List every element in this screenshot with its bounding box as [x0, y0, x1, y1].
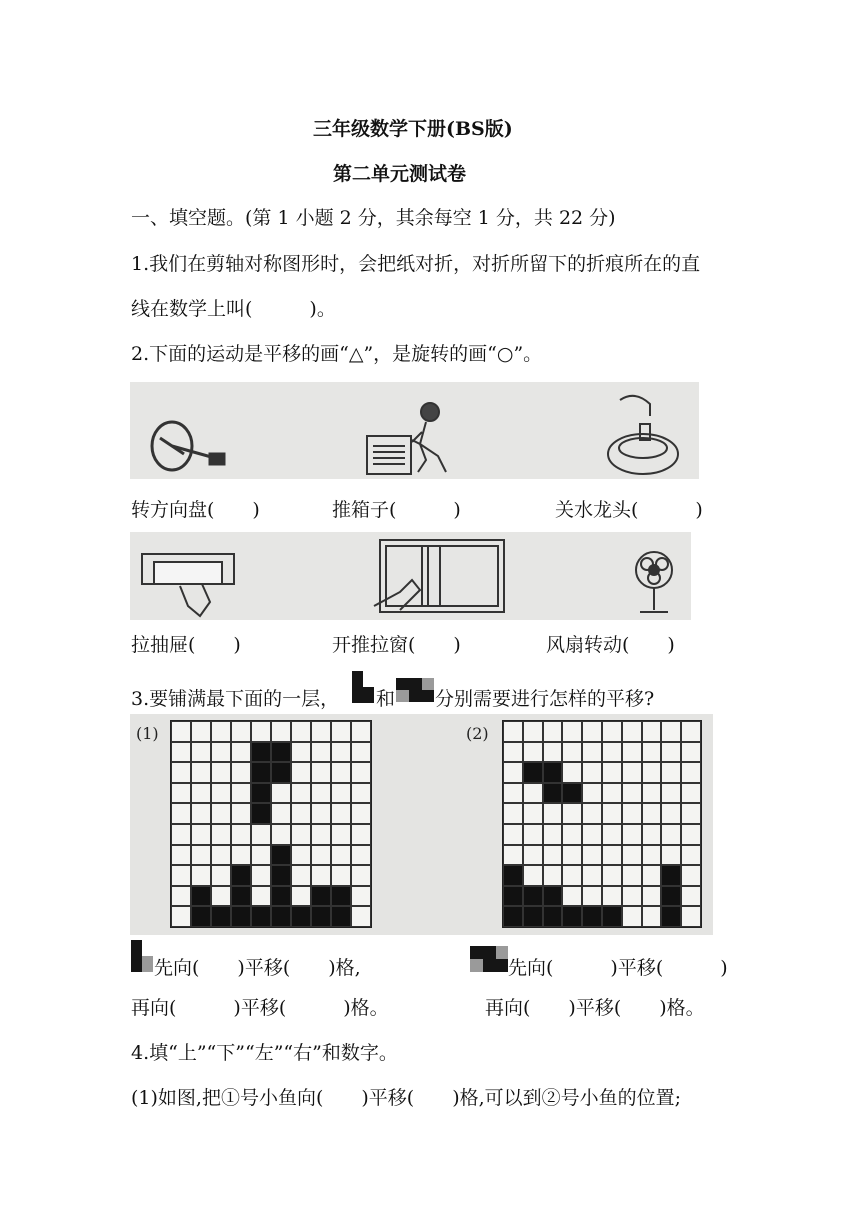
grid-cell — [251, 721, 271, 742]
question-3-and: 和 — [376, 688, 396, 710]
grid-cell — [291, 721, 311, 742]
l-shape-tile-icon — [352, 671, 374, 703]
grid-cell — [311, 803, 331, 824]
grid-cell — [291, 742, 311, 763]
grid-cell — [562, 824, 582, 845]
grid-cell — [171, 762, 191, 783]
grid-cell — [171, 721, 191, 742]
grid-cell — [661, 762, 681, 783]
grid-cell — [642, 906, 662, 927]
grid-cell — [582, 762, 602, 783]
grid-cell — [562, 886, 582, 907]
grid-cell — [191, 845, 211, 866]
question-3-suffix: 分别需要进行怎样的平移? — [435, 688, 655, 710]
grid-cell — [331, 824, 351, 845]
section-heading: 一、填空题。(第 1 小题 2 分，其余每空 1 分，共 22 分) — [131, 207, 616, 229]
sliding-window-image — [374, 540, 504, 612]
grid-cell — [331, 906, 351, 927]
grid-cell — [622, 721, 642, 742]
grid-cell — [271, 865, 291, 886]
grid-cell — [211, 803, 231, 824]
grid-cell — [291, 906, 311, 927]
page-subtitle: 第二单元测试卷 — [333, 163, 467, 185]
grid-cell — [191, 906, 211, 927]
grid-cell — [523, 845, 543, 866]
answer-3-1-line-2: 再向( )平移( )格。 — [131, 997, 389, 1019]
grid-cell — [582, 721, 602, 742]
grid-cell — [251, 824, 271, 845]
question-1-line-1: 1.我们在剪轴对称图形时，会把纸对折，对折所留下的折痕所在的直 — [131, 253, 701, 275]
grid-cell — [251, 803, 271, 824]
grid-cell — [582, 845, 602, 866]
grid-cell — [211, 824, 231, 845]
grid-cell — [622, 742, 642, 763]
grid-cell — [523, 721, 543, 742]
grid-cell — [642, 865, 662, 886]
z-shape-tile-icon-answer — [470, 946, 508, 972]
grid-cell — [661, 721, 681, 742]
grid-cell — [523, 742, 543, 763]
grid-cell — [351, 742, 371, 763]
grid-cell — [642, 845, 662, 866]
grid-cell — [523, 803, 543, 824]
grid-cell — [582, 824, 602, 845]
grid-cell — [251, 742, 271, 763]
grid-cell — [351, 783, 371, 804]
grid-cell — [271, 762, 291, 783]
grid-cell — [681, 886, 701, 907]
grid-cell — [582, 906, 602, 927]
grid-cell — [582, 865, 602, 886]
grid-cell — [231, 845, 251, 866]
grid-cell — [331, 845, 351, 866]
grid-cell — [271, 824, 291, 845]
grid-cell — [642, 886, 662, 907]
grid-photo — [130, 714, 713, 935]
grid-cell — [231, 762, 251, 783]
grid-cell — [211, 886, 231, 907]
grid-cell — [211, 742, 231, 763]
grid-cell — [503, 845, 523, 866]
z-shape-tile-icon — [396, 678, 434, 702]
grid-cell — [642, 742, 662, 763]
grid-cell — [661, 783, 681, 804]
grid-cell — [231, 906, 251, 927]
grid-cell — [642, 783, 662, 804]
l-shape-tile-icon-answer — [131, 940, 153, 972]
grid-cell — [503, 721, 523, 742]
grid-cell — [681, 783, 701, 804]
grid-cell — [543, 742, 563, 763]
grid-cell — [251, 845, 271, 866]
label-turn-faucet: 关水龙头( ) — [555, 499, 703, 521]
faucet-image — [608, 396, 678, 474]
grid-cell — [191, 824, 211, 845]
grid-cell — [351, 906, 371, 927]
grid-cell — [602, 803, 622, 824]
grid-cell — [171, 803, 191, 824]
grid-cell — [351, 865, 371, 886]
grid-cell — [622, 803, 642, 824]
grid-cell — [231, 803, 251, 824]
grid-cell — [661, 803, 681, 824]
grid-cell — [171, 906, 191, 927]
grid-cell — [622, 906, 642, 927]
grid-cell — [622, 886, 642, 907]
grid-cell — [291, 865, 311, 886]
question-1-line-2: 线在数学上叫( )。 — [131, 298, 336, 320]
grid-cell — [331, 721, 351, 742]
grid-cell — [271, 803, 291, 824]
question-2: 2.下面的运动是平移的画“△”，是旋转的画“○”。 — [131, 343, 543, 365]
grid-cell — [211, 783, 231, 804]
grid-cell — [543, 783, 563, 804]
grid-cell — [251, 906, 271, 927]
grid-cell — [191, 865, 211, 886]
grid-cell — [622, 845, 642, 866]
grid-cell — [681, 742, 701, 763]
grid-cell — [602, 762, 622, 783]
answer-3-1-line-1: 先向( )平移( )格, — [154, 957, 361, 979]
grid-cell — [231, 721, 251, 742]
grid-cell — [523, 886, 543, 907]
grid-cell — [562, 906, 582, 927]
grid-cell — [562, 865, 582, 886]
grid-cell — [602, 783, 622, 804]
page-title: 三年级数学下册(BS版) — [313, 118, 513, 140]
grid-cell — [211, 906, 231, 927]
grid-cell — [661, 906, 681, 927]
grid-cell — [642, 803, 662, 824]
grid-cell — [602, 906, 622, 927]
grid-cell — [291, 824, 311, 845]
grid-cell — [523, 906, 543, 927]
grid-cell — [231, 742, 251, 763]
grid-cell — [171, 886, 191, 907]
grid-cell — [661, 742, 681, 763]
motion-illustrations-2 — [130, 532, 691, 620]
grid-cell — [622, 865, 642, 886]
grid-cell — [311, 762, 331, 783]
motion-illustrations-1 — [130, 382, 699, 479]
grid-cell — [503, 762, 523, 783]
grid-cell — [523, 762, 543, 783]
grid-cell — [331, 783, 351, 804]
grid-cell — [171, 824, 191, 845]
grid-cell — [523, 865, 543, 886]
motion-photo-strip-2 — [130, 532, 691, 620]
grid-cell — [331, 803, 351, 824]
grid-cell — [503, 886, 523, 907]
grid-cell — [271, 886, 291, 907]
question-4-part-1: (1)如图,把①号小鱼向( )平移( )格,可以到②号小鱼的位置; — [131, 1087, 682, 1109]
grid-cell — [251, 886, 271, 907]
grid-cell — [191, 762, 211, 783]
grid-cell — [562, 742, 582, 763]
grid-cell — [351, 886, 371, 907]
grid-cell — [681, 762, 701, 783]
grid-cell — [681, 803, 701, 824]
drawer-image — [142, 554, 234, 616]
grid-cell — [211, 762, 231, 783]
grid-cell — [171, 783, 191, 804]
grid-cell — [251, 762, 271, 783]
grid-cell — [543, 865, 563, 886]
grid-cell — [562, 721, 582, 742]
grid-1-label: (1) — [136, 724, 159, 743]
grid-cell — [251, 865, 271, 886]
question-3-prefix: 3.要铺满最下面的一层， — [131, 688, 340, 710]
grid-cell — [681, 906, 701, 927]
grid-cell — [231, 865, 251, 886]
grid-cell — [582, 783, 602, 804]
grid-cell — [543, 803, 563, 824]
grid-cell — [562, 845, 582, 866]
grid-cell — [602, 824, 622, 845]
grid-cell — [543, 886, 563, 907]
grid-cell — [311, 721, 331, 742]
grid-cell — [681, 865, 701, 886]
grid-cell — [503, 742, 523, 763]
grid-cell — [191, 803, 211, 824]
answer-3-2-line-2: 再向( )平移( )格。 — [485, 997, 705, 1019]
grid-cell — [602, 721, 622, 742]
grid-cell — [291, 783, 311, 804]
question-4: 4.填“上”“下”“左”“右”和数字。 — [131, 1042, 398, 1064]
grid-cell — [582, 803, 602, 824]
grid-cell — [582, 886, 602, 907]
grid-cell — [543, 721, 563, 742]
grid-cell — [562, 762, 582, 783]
grid-cell — [271, 721, 291, 742]
grid-cell — [351, 824, 371, 845]
grid-cell — [681, 824, 701, 845]
label-fan: 风扇转动( ) — [546, 634, 675, 656]
grid-cell — [171, 742, 191, 763]
grid-cell — [191, 783, 211, 804]
grid-cell — [602, 845, 622, 866]
grid-cell — [311, 886, 331, 907]
grid-cell — [622, 824, 642, 845]
answer-3-2-line-1: 先向( )平移( ) — [508, 957, 728, 979]
grid-cell — [331, 762, 351, 783]
grid-cell — [271, 845, 291, 866]
grid-cell — [642, 824, 662, 845]
grid-cell — [523, 783, 543, 804]
grid-cell — [291, 886, 311, 907]
grid-cell — [171, 845, 191, 866]
label-push-box: 推箱子( ) — [332, 499, 461, 521]
grid-cell — [351, 762, 371, 783]
grid-cell — [271, 783, 291, 804]
grid-cell — [661, 886, 681, 907]
grid-cell — [311, 824, 331, 845]
grid-cell — [661, 824, 681, 845]
grid-cell — [251, 783, 271, 804]
grid-cell — [231, 783, 251, 804]
tile-grid-1 — [170, 720, 372, 928]
grid-cell — [503, 803, 523, 824]
grid-cell — [681, 721, 701, 742]
grid-cell — [562, 783, 582, 804]
grid-cell — [271, 906, 291, 927]
grid-cell — [543, 906, 563, 927]
grid-cell — [602, 886, 622, 907]
grid-cell — [191, 742, 211, 763]
grid-cell — [271, 742, 291, 763]
fan-image — [636, 552, 672, 612]
grid-cell — [503, 906, 523, 927]
grid-cell — [191, 886, 211, 907]
grid-cell — [351, 721, 371, 742]
grid-cell — [291, 803, 311, 824]
grid-cell — [503, 824, 523, 845]
grid-cell — [582, 742, 602, 763]
grid-2-label: (2) — [466, 724, 489, 743]
grid-cell — [543, 762, 563, 783]
grid-cell — [311, 742, 331, 763]
pushing-box-image — [367, 403, 446, 474]
grid-cell — [331, 886, 351, 907]
motion-photo-strip-1 — [130, 382, 699, 479]
label-sliding-window: 开推拉窗( ) — [332, 634, 461, 656]
grid-cell — [523, 824, 543, 845]
grid-cell — [681, 845, 701, 866]
grid-cell — [311, 845, 331, 866]
grid-cell — [661, 845, 681, 866]
grid-cell — [191, 721, 211, 742]
grid-cell — [211, 865, 231, 886]
grid-cell — [503, 865, 523, 886]
grid-cell — [622, 783, 642, 804]
grid-cell — [331, 865, 351, 886]
grid-cell — [562, 803, 582, 824]
grid-cell — [311, 783, 331, 804]
label-steering-wheel: 转方向盘( ) — [131, 499, 260, 521]
grid-cell — [642, 721, 662, 742]
grid-cell — [231, 886, 251, 907]
grid-cell — [291, 845, 311, 866]
grid-cell — [622, 762, 642, 783]
grid-cell — [351, 803, 371, 824]
grid-cell — [661, 865, 681, 886]
grid-cell — [602, 742, 622, 763]
grid-cell — [642, 762, 662, 783]
grid-cell — [211, 845, 231, 866]
grid-cell — [231, 824, 251, 845]
label-drawer: 拉抽屉( ) — [131, 634, 241, 656]
grid-cell — [602, 865, 622, 886]
grid-cell — [543, 845, 563, 866]
tile-grid-2 — [502, 720, 702, 928]
grid-cell — [351, 845, 371, 866]
grid-cell — [311, 865, 331, 886]
grid-cell — [331, 742, 351, 763]
grid-cell — [291, 762, 311, 783]
grid-cell — [503, 783, 523, 804]
grid-cell — [543, 824, 563, 845]
grid-cell — [171, 865, 191, 886]
grid-cell — [311, 906, 331, 927]
steering-wheel-image — [152, 422, 224, 470]
grid-cell — [211, 721, 231, 742]
